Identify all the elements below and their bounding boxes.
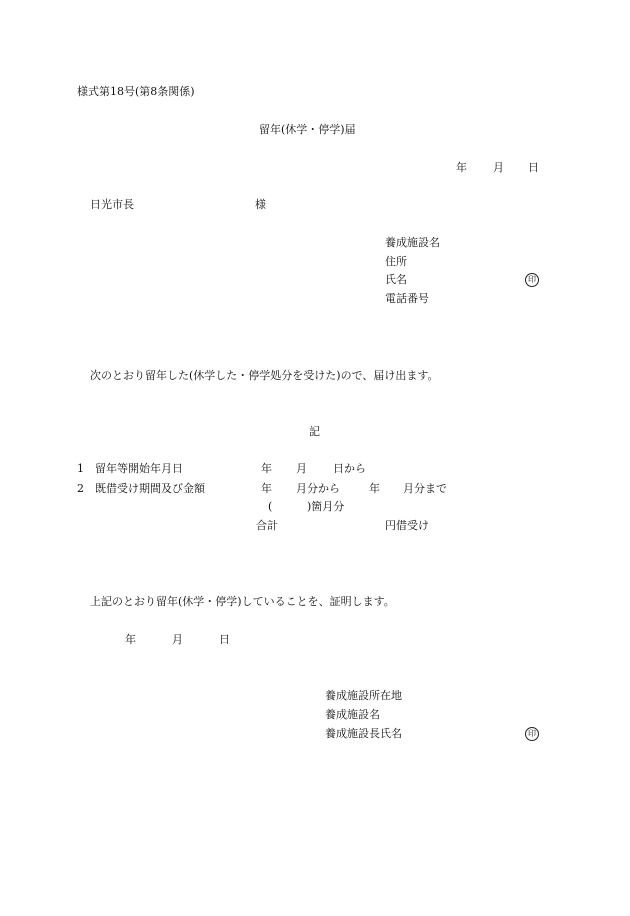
item1-label: 留年等開始年月日 xyxy=(95,462,183,475)
statement-text: 次のとおり留年した(休学した・停学処分を受けた)ので、届け出ます。 xyxy=(90,369,439,382)
item1-year: 年 xyxy=(261,462,272,475)
applicant-facility-label: 養成施設名 xyxy=(385,236,440,249)
months-close: )箇月分 xyxy=(307,500,345,513)
cert-date-month: 月 xyxy=(172,633,183,646)
item1-month: 月 xyxy=(296,462,307,475)
date-year: 年 xyxy=(456,161,467,174)
addressee-honorific: 様 xyxy=(255,198,266,211)
date-day: 日 xyxy=(528,161,539,174)
certifier-location-label: 養成施設所在地 xyxy=(325,689,402,702)
item1-day: 日から xyxy=(333,462,366,475)
form-title: 留年(休学・停学)届 xyxy=(259,123,356,136)
item2-year2: 年 xyxy=(369,482,380,495)
ki-heading: 記 xyxy=(309,425,320,438)
applicant-phone-label: 電話番号 xyxy=(385,292,429,305)
certifier-seal-icon: 印 xyxy=(525,727,539,741)
months-open: ( xyxy=(268,500,273,513)
item2-month-from: 月分から xyxy=(296,482,340,495)
item2-month-to: 月分まで xyxy=(403,482,447,495)
certification-text: 上記のとおり留年(休学・停学)していることを、証明します。 xyxy=(90,595,395,608)
item1-number: 1 xyxy=(77,462,84,475)
item2-year: 年 xyxy=(261,482,272,495)
addressee-name: 日光市長 xyxy=(90,198,134,211)
total-suffix: 円借受け xyxy=(385,519,429,532)
cert-date-year: 年 xyxy=(125,633,136,646)
item2-label: 既借受け期間及び金額 xyxy=(95,482,205,495)
certifier-head-label: 養成施設長氏名 xyxy=(325,727,402,740)
cert-date-day: 日 xyxy=(219,633,230,646)
applicant-name-label: 氏名 xyxy=(385,273,407,286)
applicant-address-label: 住所 xyxy=(385,255,407,268)
item2-number: 2 xyxy=(77,482,84,495)
form-number: 様式第18号(第8条関係) xyxy=(77,85,195,98)
applicant-seal-icon: 印 xyxy=(525,273,539,287)
total-label: 合計 xyxy=(256,519,278,532)
certifier-facility-label: 養成施設名 xyxy=(325,708,380,721)
date-month: 月 xyxy=(493,161,504,174)
